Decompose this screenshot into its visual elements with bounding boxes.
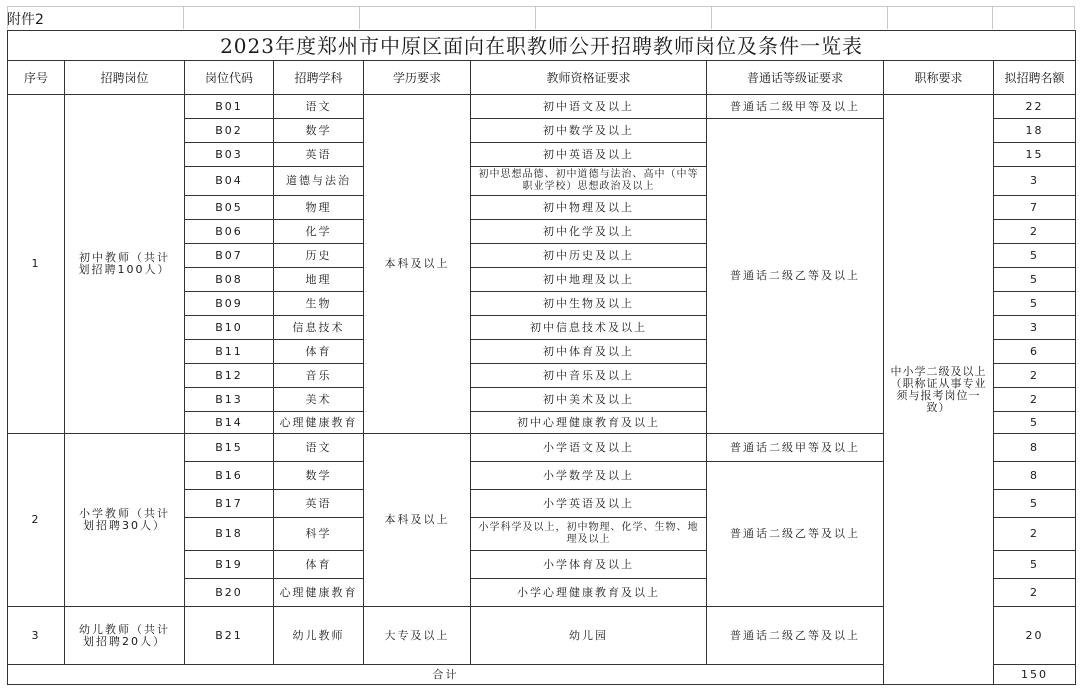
qualification-cell: 初中信息技术及以上 [471, 316, 707, 340]
qualification-cell: 小学语文及以上 [471, 434, 707, 462]
title-requirement-cell: 中小学二级及以上（职称证从事专业须与报考岗位一致） [884, 95, 994, 685]
count-cell: 18 [994, 119, 1076, 143]
qualification-cell: 初中地理及以上 [471, 268, 707, 292]
count-cell: 3 [994, 167, 1076, 196]
count-cell: 8 [994, 462, 1076, 490]
code-cell: B13 [185, 388, 274, 412]
grid-cell[interactable] [183, 6, 359, 29]
count-cell: 5 [994, 551, 1076, 579]
count-cell: 8 [994, 434, 1076, 462]
count-cell: 3 [994, 316, 1076, 340]
subject-cell: 信息技术 [274, 316, 364, 340]
count-cell: 7 [994, 196, 1076, 220]
code-cell: B18 [185, 518, 274, 551]
header-count: 拟招聘名额 [994, 61, 1076, 95]
code-cell: B20 [185, 579, 274, 607]
header-education: 学历要求 [364, 61, 471, 95]
seq-cell: 2 [8, 434, 65, 607]
qualification-cell: 初中思想品德、初中道德与法治、高中（中等职业学校）思想政治及以上 [471, 167, 707, 196]
qualification-cell: 幼儿园 [471, 607, 707, 665]
mandarin-cell: 普通话二级乙等及以上 [707, 462, 884, 607]
code-cell: B21 [185, 607, 274, 665]
subject-cell: 数学 [274, 119, 364, 143]
qualification-cell: 初中物理及以上 [471, 196, 707, 220]
subject-cell: 音乐 [274, 364, 364, 388]
code-cell: B03 [185, 143, 274, 167]
table-row [8, 95, 1076, 119]
subject-cell: 体育 [274, 551, 364, 579]
header-row [8, 61, 1076, 95]
count-cell: 5 [994, 412, 1076, 434]
code-cell: B04 [185, 167, 274, 196]
header-subject: 招聘学科 [274, 61, 364, 95]
mandarin-cell: 普通话二级甲等及以上 [707, 95, 884, 119]
code-cell: B14 [185, 412, 274, 434]
qualification-cell: 小学数学及以上 [471, 462, 707, 490]
header-title-requirement: 职称要求 [884, 61, 994, 95]
subject-cell: 科学 [274, 518, 364, 551]
seq-cell: 1 [8, 95, 65, 434]
count-cell: 2 [994, 518, 1076, 551]
code-cell: B07 [185, 244, 274, 268]
subject-cell: 化学 [274, 220, 364, 244]
subject-cell: 美术 [274, 388, 364, 412]
qualification-cell: 小学英语及以上 [471, 490, 707, 518]
code-cell: B17 [185, 490, 274, 518]
subject-cell: 体育 [274, 340, 364, 364]
count-cell: 2 [994, 388, 1076, 412]
position-cell: 幼儿教师（共计划招聘20人） [65, 607, 185, 665]
header-qualification: 教师资格证要求 [471, 61, 707, 95]
qualification-cell: 初中语文及以上 [471, 95, 707, 119]
subject-cell: 道德与法治 [274, 167, 364, 196]
count-cell: 5 [994, 268, 1076, 292]
qualification-cell: 初中化学及以上 [471, 220, 707, 244]
subject-cell: 数学 [274, 462, 364, 490]
subject-cell: 语文 [274, 95, 364, 119]
code-cell: B06 [185, 220, 274, 244]
count-cell: 2 [994, 364, 1076, 388]
code-cell: B09 [185, 292, 274, 316]
header-code: 岗位代码 [185, 61, 274, 95]
grid-cell[interactable] [992, 6, 1075, 29]
position-cell: 初中教师（共计划招聘100人） [65, 95, 185, 434]
code-cell: B02 [185, 119, 274, 143]
education-cell: 本科及以上 [364, 95, 471, 434]
subject-cell: 英语 [274, 490, 364, 518]
count-cell: 6 [994, 340, 1076, 364]
position-cell: 小学教师（共计划招聘30人） [65, 434, 185, 607]
code-cell: B10 [185, 316, 274, 340]
attachment-label: 附件2 [7, 12, 44, 28]
qualification-cell: 初中历史及以上 [471, 244, 707, 268]
count-cell: 2 [994, 579, 1076, 607]
subject-cell: 历史 [274, 244, 364, 268]
grid-cell[interactable] [887, 6, 992, 29]
count-cell: 2 [994, 220, 1076, 244]
qualification-cell: 初中音乐及以上 [471, 364, 707, 388]
mandarin-cell: 普通话二级甲等及以上 [707, 434, 884, 462]
count-cell: 5 [994, 490, 1076, 518]
count-cell: 5 [994, 244, 1076, 268]
code-cell: B12 [185, 364, 274, 388]
grid-cell[interactable] [711, 6, 887, 29]
total-count: 150 [994, 665, 1076, 685]
total-label: 合计 [8, 665, 884, 685]
subject-cell: 生物 [274, 292, 364, 316]
count-cell: 22 [994, 95, 1076, 119]
page-title: 2023年度郑州市中原区面向在职教师公开招聘教师岗位及条件一览表 [8, 31, 1076, 61]
education-cell: 大专及以上 [364, 607, 471, 665]
grid-cell[interactable] [359, 6, 535, 29]
code-cell: B05 [185, 196, 274, 220]
subject-cell: 幼儿教师 [274, 607, 364, 665]
subject-cell: 物理 [274, 196, 364, 220]
count-cell: 20 [994, 607, 1076, 665]
code-cell: B19 [185, 551, 274, 579]
qualification-cell: 初中生物及以上 [471, 292, 707, 316]
mandarin-cell: 普通话二级乙等及以上 [707, 119, 884, 434]
header-seq: 序号 [8, 61, 65, 95]
subject-cell: 语文 [274, 434, 364, 462]
qualification-cell: 小学科学及以上，初中物理、化学、生物、地理及以上 [471, 518, 707, 551]
qualification-cell: 初中体育及以上 [471, 340, 707, 364]
code-cell: B11 [185, 340, 274, 364]
education-cell: 本科及以上 [364, 434, 471, 607]
grid-cell[interactable] [535, 6, 711, 29]
code-cell: B01 [185, 95, 274, 119]
subject-cell: 英语 [274, 143, 364, 167]
top-grid-row [0, 0, 1080, 30]
recruitment-table [7, 30, 1076, 685]
qualification-cell: 初中美术及以上 [471, 388, 707, 412]
code-cell: B16 [185, 462, 274, 490]
subject-cell: 地理 [274, 268, 364, 292]
qualification-cell: 初中心理健康教育及以上 [471, 412, 707, 434]
count-cell: 15 [994, 143, 1076, 167]
qualification-cell: 初中英语及以上 [471, 143, 707, 167]
count-cell: 5 [994, 292, 1076, 316]
mandarin-cell: 普通话二级乙等及以上 [707, 607, 884, 665]
qualification-cell: 初中数学及以上 [471, 119, 707, 143]
header-mandarin: 普通话等级证要求 [707, 61, 884, 95]
qualification-cell: 小学体育及以上 [471, 551, 707, 579]
code-cell: B08 [185, 268, 274, 292]
code-cell: B15 [185, 434, 274, 462]
qualification-cell: 小学心理健康教育及以上 [471, 579, 707, 607]
subject-cell: 心理健康教育 [274, 579, 364, 607]
seq-cell: 3 [8, 607, 65, 665]
subject-cell: 心理健康教育 [274, 412, 364, 434]
header-position: 招聘岗位 [65, 61, 185, 95]
